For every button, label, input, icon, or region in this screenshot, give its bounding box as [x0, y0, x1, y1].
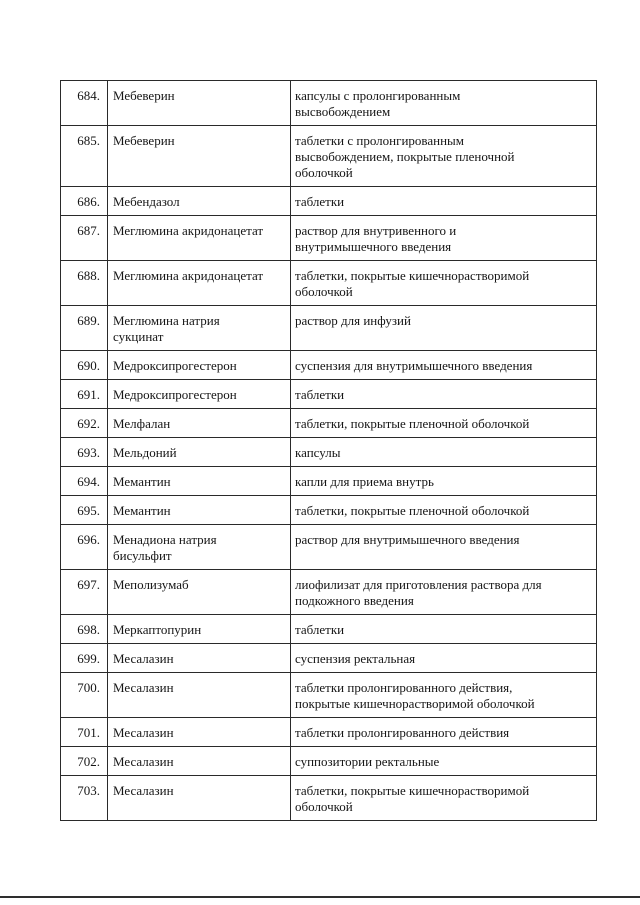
- dosage-form: таблетки с пролонгированным высвобождением, покрытые пленочной оболочкой: [291, 126, 597, 187]
- table-row: [61, 409, 597, 438]
- dosage-form: капсулы с пролонгированным высвобождением: [291, 81, 597, 126]
- dosage-form: раствор для внутримышечного введения: [291, 525, 597, 570]
- drug-name: Медроксипрогестерон: [108, 351, 291, 380]
- drug-name: Месалазин: [108, 644, 291, 673]
- row-number: 696.: [61, 525, 108, 570]
- row-number: 701.: [61, 718, 108, 747]
- table-row: [61, 216, 597, 261]
- table-row: [61, 747, 597, 776]
- dosage-form: таблетки пролонгированного действия, покрытые кишечнорастворимой оболочкой: [291, 673, 597, 718]
- table-row: [61, 673, 597, 718]
- table-row: [61, 496, 597, 525]
- bottom-rule: [0, 896, 640, 898]
- dosage-form: таблетки, покрытые пленочной оболочкой: [291, 409, 597, 438]
- row-number: 690.: [61, 351, 108, 380]
- dosage-form: суппозитории ректальные: [291, 747, 597, 776]
- row-number: 692.: [61, 409, 108, 438]
- drug-name: Мемантин: [108, 496, 291, 525]
- dosage-form: суспензия для внутримышечного введения: [291, 351, 597, 380]
- row-number: 694.: [61, 467, 108, 496]
- dosage-form: таблетки: [291, 187, 597, 216]
- table-row: [61, 525, 597, 570]
- row-number: 697.: [61, 570, 108, 615]
- drug-name: Месалазин: [108, 776, 291, 821]
- row-number: 684.: [61, 81, 108, 126]
- table-row: [61, 438, 597, 467]
- row-number: 702.: [61, 747, 108, 776]
- dosage-form: раствор для внутривенного и внутримышечного введения: [291, 216, 597, 261]
- row-number: 691.: [61, 380, 108, 409]
- row-number: 695.: [61, 496, 108, 525]
- dosage-form: таблетки: [291, 380, 597, 409]
- drug-name: Мельдоний: [108, 438, 291, 467]
- row-number: 693.: [61, 438, 108, 467]
- drug-name: Медроксипрогестерон: [108, 380, 291, 409]
- dosage-form: лиофилизат для приготовления раствора для подкожного введения: [291, 570, 597, 615]
- row-number: 689.: [61, 306, 108, 351]
- drug-name: Мелфалан: [108, 409, 291, 438]
- table-row: [61, 126, 597, 187]
- drug-table: [60, 80, 597, 821]
- table-row: [61, 261, 597, 306]
- row-number: 688.: [61, 261, 108, 306]
- drug-name: Менадиона натрия бисульфит: [108, 525, 291, 570]
- drug-name: Меполизумаб: [108, 570, 291, 615]
- table-row: [61, 306, 597, 351]
- drug-name: Меглюмина акридонацетат: [108, 216, 291, 261]
- row-number: 700.: [61, 673, 108, 718]
- row-number: 698.: [61, 615, 108, 644]
- table-row: [61, 570, 597, 615]
- row-number: 703.: [61, 776, 108, 821]
- table-row: [61, 718, 597, 747]
- table-row: [61, 81, 597, 126]
- dosage-form: таблетки: [291, 615, 597, 644]
- drug-name: Меркаптопурин: [108, 615, 291, 644]
- table-row: [61, 776, 597, 821]
- dosage-form: таблетки, покрытые пленочной оболочкой: [291, 496, 597, 525]
- drug-name: Мебеверин: [108, 126, 291, 187]
- row-number: 699.: [61, 644, 108, 673]
- dosage-form: суспензия ректальная: [291, 644, 597, 673]
- drug-name: Мебендазол: [108, 187, 291, 216]
- drug-name: Мемантин: [108, 467, 291, 496]
- table-row: [61, 380, 597, 409]
- dosage-form: таблетки, покрытые кишечнорастворимой оболочкой: [291, 261, 597, 306]
- drug-name: Месалазин: [108, 673, 291, 718]
- dosage-form: таблетки пролонгированного действия: [291, 718, 597, 747]
- dosage-form: капсулы: [291, 438, 597, 467]
- row-number: 687.: [61, 216, 108, 261]
- table-row: [61, 467, 597, 496]
- drug-name: Меглюмина акридонацетат: [108, 261, 291, 306]
- dosage-form: капли для приема внутрь: [291, 467, 597, 496]
- dosage-form: таблетки, покрытые кишечнорастворимой оболочкой: [291, 776, 597, 821]
- table-row: [61, 615, 597, 644]
- drug-name: Мебеверин: [108, 81, 291, 126]
- drug-name: Меглюмина натрия сукцинат: [108, 306, 291, 351]
- table-body: [61, 81, 597, 821]
- table-row: [61, 187, 597, 216]
- table-row: [61, 644, 597, 673]
- dosage-form: раствор для инфузий: [291, 306, 597, 351]
- table-row: [61, 351, 597, 380]
- row-number: 686.: [61, 187, 108, 216]
- drug-name: Месалазин: [108, 747, 291, 776]
- row-number: 685.: [61, 126, 108, 187]
- drug-name: Месалазин: [108, 718, 291, 747]
